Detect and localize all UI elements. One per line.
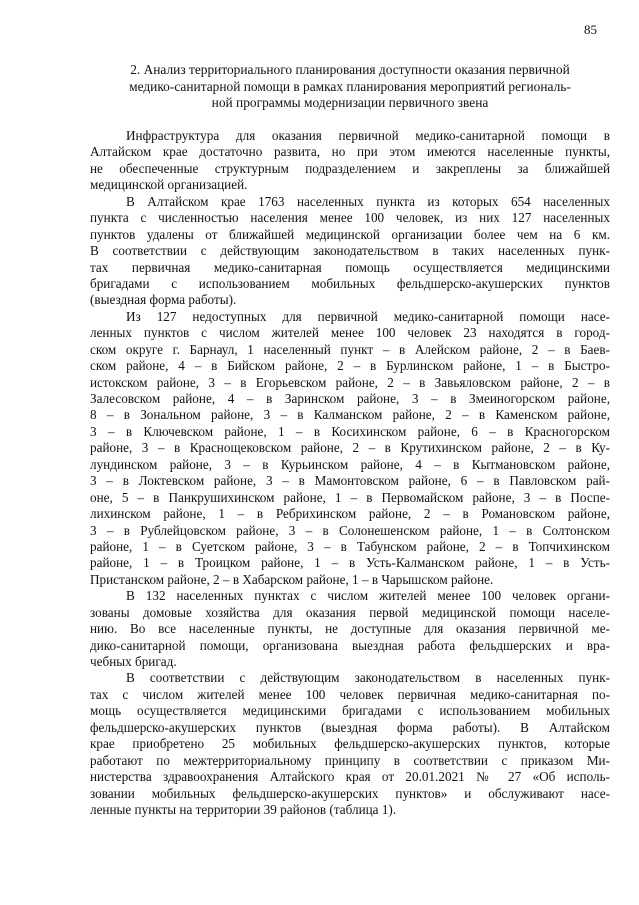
text-line: пункта с численностью населения менее 100 человек, из них 127 населенных <box>90 210 610 226</box>
heading-line: медико-санитарной помощи в рамках планирования мероприятий региональ- <box>129 78 571 94</box>
text-line: ленные пункты на территории 39 районов (таблица 1). <box>90 801 397 817</box>
text-line: бригадами с использованием мобильных фельдшерско-акушерских пунктов <box>90 275 610 291</box>
text-line: ленных пунктов с числом жителей менее 100 человек 23 находятся в город- <box>90 325 610 341</box>
text-line: дико-санитарной помощи, организована выездная работа фельдшерских и вра- <box>90 637 610 653</box>
text-line: В 132 населенных пунктах с числом жителей менее 100 человек органи- <box>126 588 610 604</box>
text-line: ском районе, 4 – в Бийском районе, 2 – в Бурлинском районе, 1 – в Быстро- <box>90 358 610 374</box>
text-line: мощь осуществляется медицинскими бригадами с использованием мобильных <box>90 703 610 719</box>
text-line: Из 127 недоступных для первичной медико-санитарной помощи насе- <box>126 308 610 324</box>
paragraph <box>90 588 610 670</box>
text-line: Залесовском районе, 4 – в Заринском районе, 3 – в Змеиногорском районе, <box>90 391 610 406</box>
text-line: тах с числом жителей менее 100 человек первичная медико-санитарная по- <box>90 686 610 702</box>
text-line: Алтайском крае достаточно развита, но при этом имеются населенные пункты, <box>90 144 610 160</box>
text-line: районе, 1 – в Троицком районе, 1 – в Усть-Калманском районе, 1 – в Усть- <box>90 555 610 571</box>
text-line: чебных бригад. <box>90 654 177 669</box>
section-heading <box>90 62 610 112</box>
text-line: пунктов удалены от ближайшей медицинской организации более чем на 6 км. <box>90 226 610 242</box>
text-line: оне, 5 – в Панкрушихинском районе, 1 – в Первомайском районе, 3 – в Поспе- <box>90 489 610 505</box>
text-line: 3 – в Ключевском районе, 1 – в Косихинском районе, 6 – в Красногорском <box>90 423 610 439</box>
text-line: ском округе г. Барнаул, 1 населенный пункт – в Алейском районе, 2 – в Баев- <box>90 341 610 357</box>
text-line: не обеспеченные структурным подразделением и закреплены за ближайшей <box>90 160 610 176</box>
text-line: работают по межтерриториальному принципу в соответствии с приказом Ми- <box>90 752 610 768</box>
text-line: нистерства здравоохранения Алтайского края от 20.01.2021 № 27 «Об исполь- <box>90 769 610 785</box>
text-line: лундинском районе, 3 – в Курьинском районе, 4 – в Кытмановском районе, <box>90 456 610 472</box>
text-line: нию. Во все населенные пункты, не доступные для оказания первичной ме- <box>90 621 610 637</box>
paragraph <box>90 309 610 588</box>
text-line: 3 – в Рублейцовском районе, 3 – в Солонешенском районе, 1 – в Солтонском <box>90 522 610 538</box>
text-line: медицинской организацией. <box>90 177 248 193</box>
heading-line: 2. Анализ территориального планирования доступности оказания первичной <box>130 62 570 77</box>
text-line: фельдшерско-акушерских пунктов (выездная форма работы). В Алтайском <box>90 719 610 735</box>
text-line: Инфраструктура для оказания первичной медико-санитарной помощи в <box>126 128 610 143</box>
text-line: В соответствии с действующим законодательством в населенных пунк- <box>126 670 610 686</box>
text-line: зованы домовые хозяйства для оказания первой медицинской помощи населе- <box>90 604 610 620</box>
text-line: 8 – в Зональном районе, 3 – в Калманском районе, 2 – в Каменском районе, <box>90 407 610 423</box>
text-line: В соответствии с действующим законодательством в таких населенных пунк- <box>90 243 610 259</box>
document-body <box>90 128 610 818</box>
text-line: лихинском районе, 1 – в Ребрихинском районе, 2 – в Романовском районе, <box>90 506 610 522</box>
text-line: Пристанском районе, 2 – в Хабарском районе, 1 – в Чарышском районе. <box>90 571 494 587</box>
paragraph <box>90 194 610 309</box>
text-line: районе, 1 – в Суетском районе, 3 – в Табунском районе, 2 – в Топчихинском <box>90 538 610 554</box>
text-line: В Алтайском крае 1763 населенных пункта из которых 654 населенных <box>126 193 610 209</box>
text-line: районе, 3 – в Краснощековском районе, 2 – в Крутихинском районе, 2 – в Ку- <box>90 440 610 456</box>
text-line: тах первичная медико-санитарная помощь осуществляется медицинскими <box>90 259 610 275</box>
heading-line: ной программы модернизации первичного звена <box>211 95 489 110</box>
paragraph <box>90 128 610 194</box>
page-number: 85 <box>584 22 597 37</box>
text-line: 3 – в Локтевском районе, 3 – в Мамонтовском районе, 6 – в Павловском рай- <box>90 473 610 489</box>
text-line: зовании мобильных фельдшерско-акушерских пунктов» и обслуживают насе- <box>90 785 610 801</box>
text-line: крае приобретено 25 мобильных фельдшерско-акушерских пунктов, которые <box>90 736 610 752</box>
paragraph <box>90 670 610 818</box>
text-line: истокском районе, 3 – в Егорьевском районе, 2 – в Завьяловском районе, 2 – в <box>90 374 610 390</box>
text-line: (выездная форма работы). <box>90 292 237 308</box>
